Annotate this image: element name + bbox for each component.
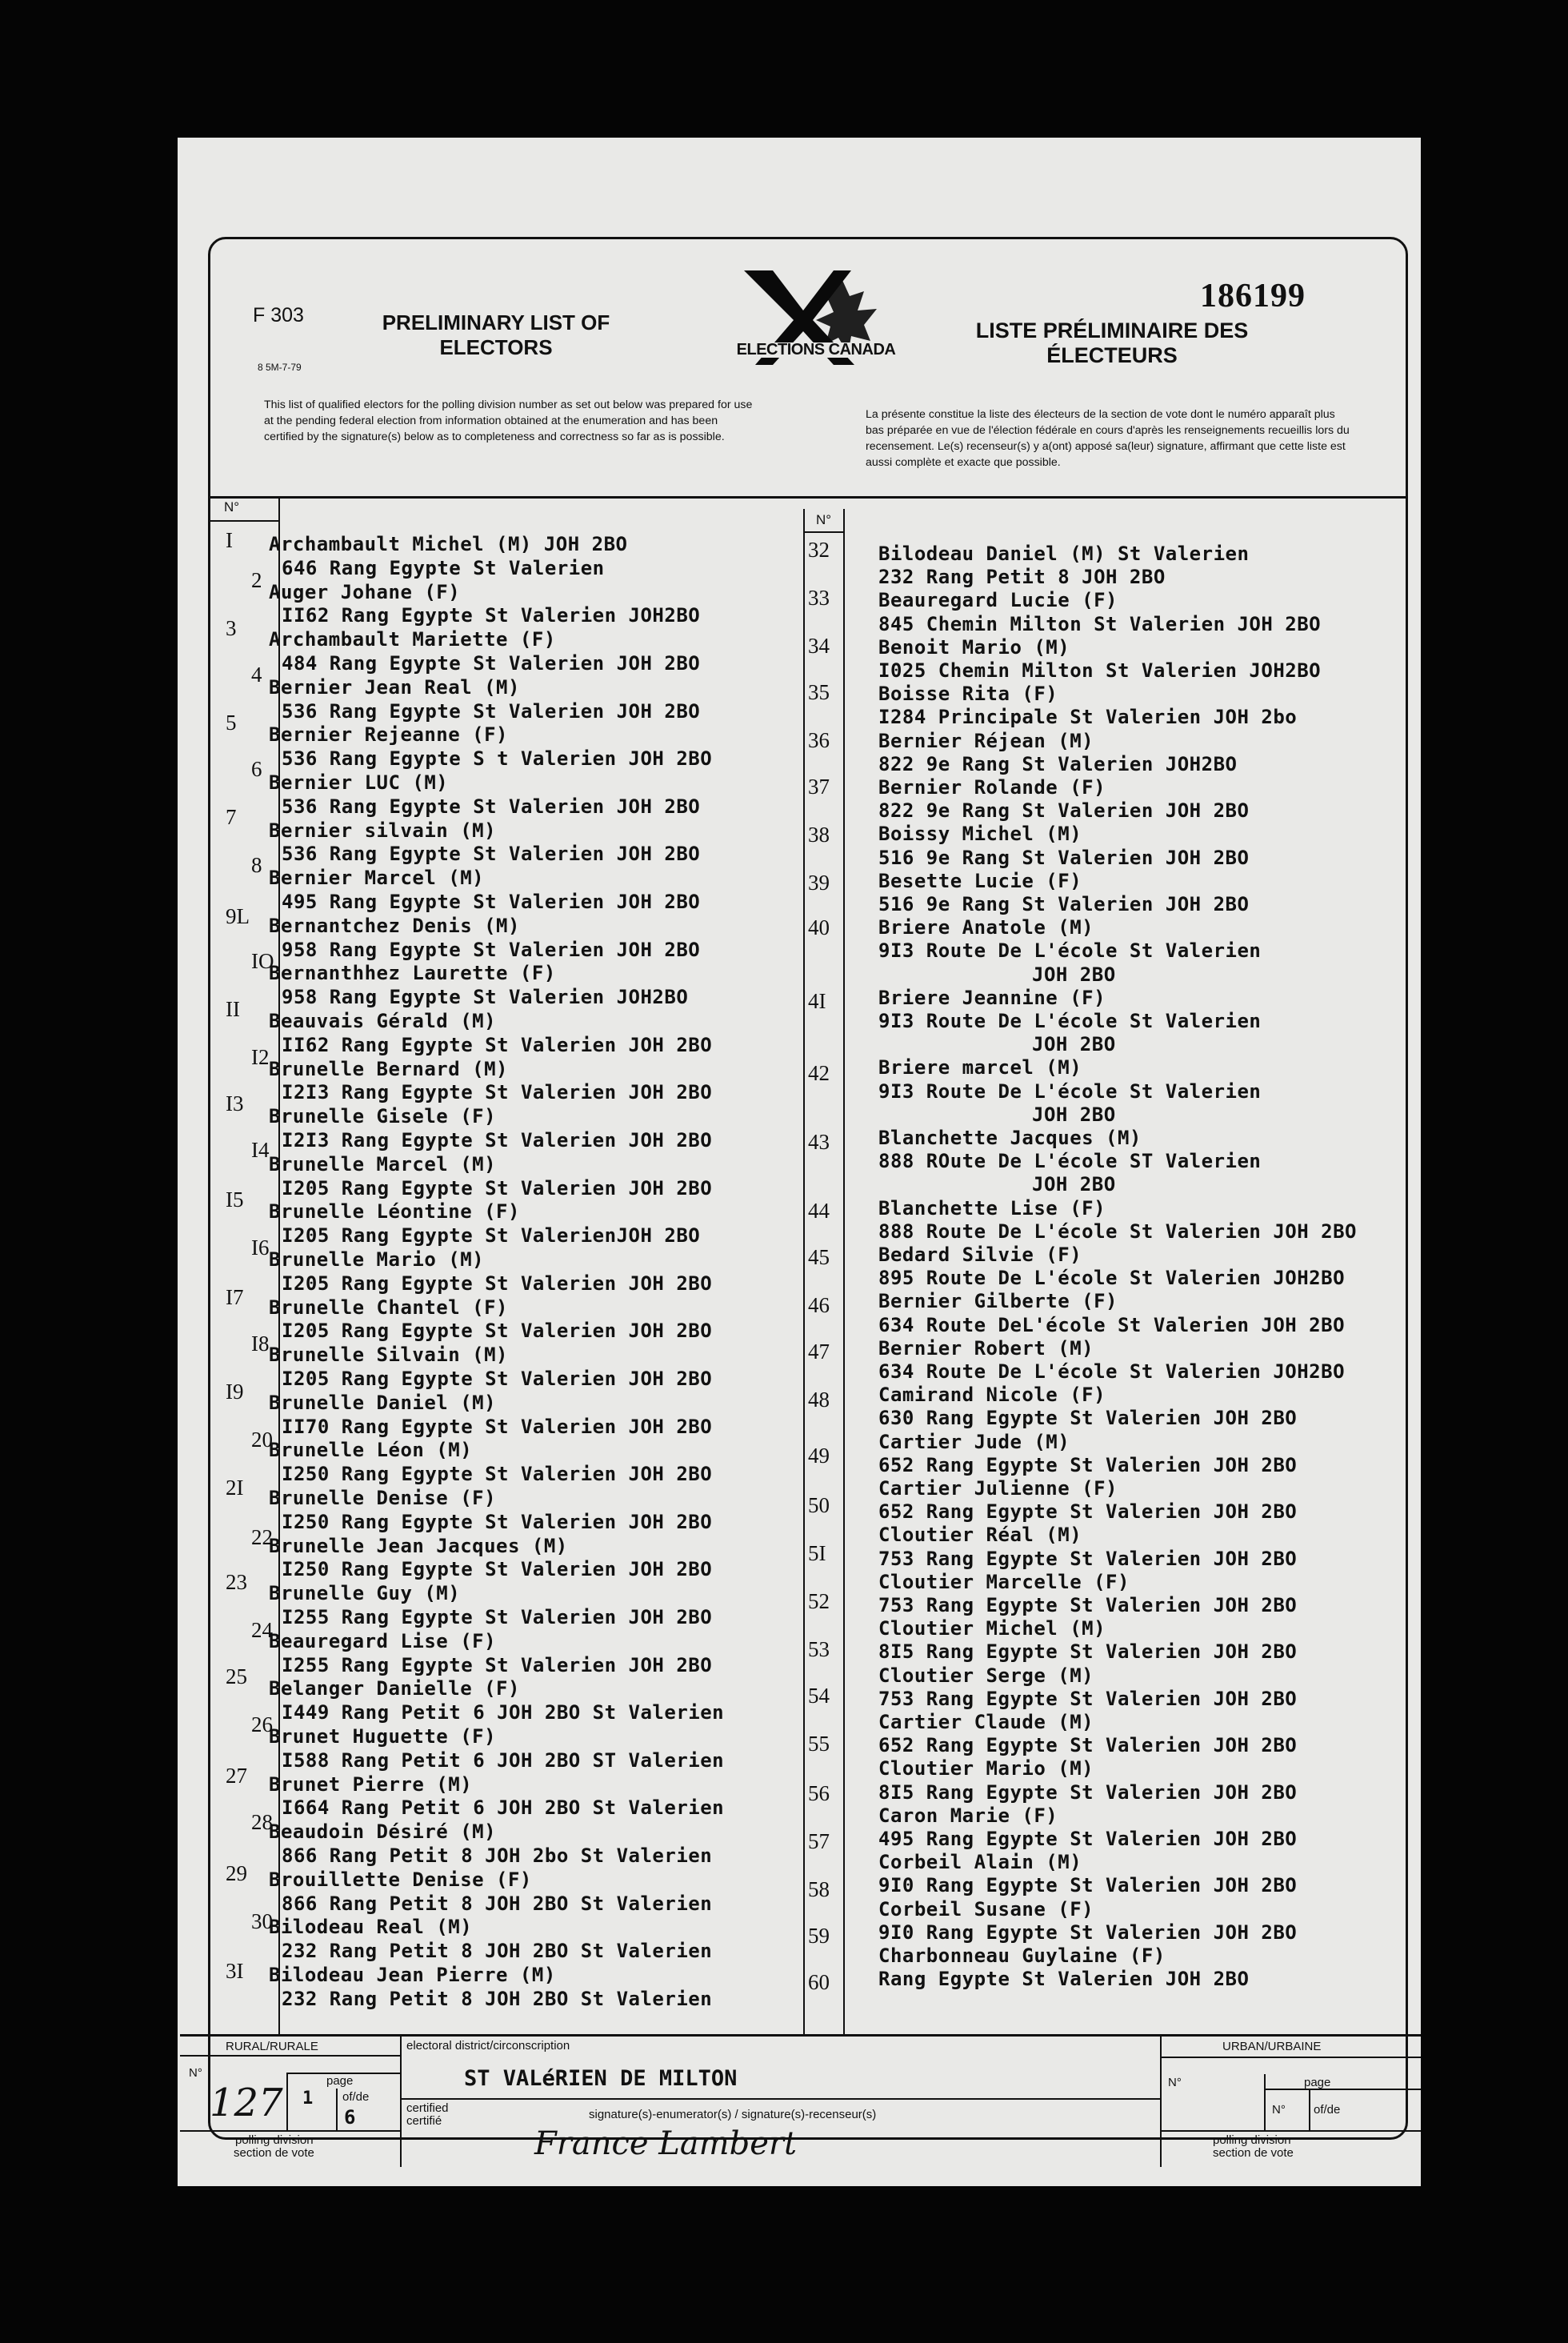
row-number: 34 [808, 634, 830, 658]
elector-line: Cloutier Serge (M) [878, 1664, 1094, 1687]
row-number: 2I [226, 1476, 244, 1500]
elector-name: Beaudoin Désiré (M) [269, 1820, 497, 1844]
elector-line: JOH 2BO [1032, 1033, 1116, 1056]
elector-name: Bernier silvain (M) [269, 819, 497, 842]
elector-name: Brunelle Chantel (F) [269, 1296, 508, 1319]
row-number: 49 [808, 1444, 830, 1468]
elector-name: Brouillette Denise (F) [269, 1868, 532, 1891]
row-number: 33 [808, 586, 830, 610]
elector-line: Bilodeau Daniel (M) St Valerien [878, 543, 1250, 565]
elector-address: I2I3 Rang Egypte St Valerien JOH 2BO [282, 1129, 713, 1151]
row-number: 57 [808, 1829, 830, 1853]
elector-line: Briere Anatole (M) [878, 916, 1094, 939]
row-number: I8 [251, 1332, 270, 1356]
page-number: 1 [302, 2089, 314, 2109]
title-english: PRELIMINARY LIST OF ELECTORS [382, 310, 610, 359]
elector-address: 536 Rang Egypte S t Valerien JOH 2BO [282, 747, 713, 771]
elector-address: I255 Rang Egypte St Valerien JOH 2BO [282, 1606, 713, 1628]
row-number: 47 [808, 1340, 830, 1364]
row-number: 45 [808, 1245, 830, 1269]
elector-name: Brunet Huguette (F) [269, 1725, 497, 1748]
row-number: I2 [251, 1045, 270, 1069]
elector-line: Corbeil Alain (M) [878, 1851, 1082, 1874]
intro-english: This list of qualified electors for the polling division number as set out below was prepared for use at the pending federal election from information obtained at the enumeration and has been certified by the signature(s) below as to completeness and correctness so far as is possible. [264, 399, 753, 443]
elector-line: Cloutier Michel (M) [878, 1617, 1106, 1640]
urban-page-header-rule [1264, 2089, 1421, 2090]
elector-address: I205 Rang Egypte St ValerienJOH 2BO [282, 1224, 701, 1248]
elector-address: 232 Rang Petit 8 JOH 2BO St Valerien [282, 1940, 713, 1963]
urban-polling-division-label: polling division [1213, 2133, 1291, 2147]
elector-address: 536 Rang Egypte St Valerien JOH 2BO [282, 699, 701, 723]
elector-line: Cloutier Marcelle (F) [878, 1570, 1130, 1593]
elector-name: Brunelle Bernard (M) [269, 1057, 508, 1080]
elector-address: I205 Rang Egypte St Valerien JOH 2BO [282, 1368, 713, 1390]
elector-line: 232 Rang Petit 8 JOH 2BO [878, 566, 1166, 589]
elector-address: I2I3 Rang Egypte St Valerien JOH 2BO [282, 1081, 713, 1104]
urban-no-label: N° [1168, 2076, 1182, 2089]
elector-address: 484 Rang Egypte St Valerien JOH 2BO [282, 652, 701, 675]
middle-rule-b [843, 509, 845, 2034]
intro-french: La présente constitue la liste des électeurs de la section de vote dont le numéro apparaît plus bas préparée en vue de l'élection fédérale en cours d'après les renseignements recueillis lors du recensement. Le(s) recenseur(s) y a(ont) apposé sa(leur) signature, affirmant que cette liste est aussi complète et exacte que possible. [866, 408, 1350, 469]
elector-line: 516 9e Rang St Valerien JOH 2BO [878, 893, 1250, 915]
row-number: 56 [808, 1781, 830, 1805]
row-number: 2 [251, 568, 262, 592]
logo-text: ELECTIONS CANADA [736, 341, 896, 358]
polling-number: 127 [210, 2081, 283, 2125]
elector-line: Cartier Claude (M) [878, 1711, 1094, 1733]
table-top-rule [208, 496, 1408, 499]
row-number: I6 [251, 1236, 270, 1260]
polling-division-label: polling division [235, 2133, 314, 2147]
elector-line: 652 Rang Egypte St Valerien JOH 2BO [878, 1734, 1298, 1757]
elector-name: Brunelle Léontine (F) [269, 1200, 520, 1224]
elector-line: 753 Rang Egypte St Valerien JOH 2BO [878, 1594, 1298, 1616]
urban-header-rule [1161, 2057, 1421, 2058]
row-number: 24 [251, 1618, 273, 1642]
row-number: 27 [226, 1764, 247, 1788]
elector-address: 232 Rang Petit 8 JOH 2BO St Valerien [282, 1987, 713, 2010]
district-label: electoral district/circonscription [406, 2039, 570, 2053]
elector-name: Bernier Marcel (M) [269, 867, 485, 890]
elector-name: Brunelle Léon (M) [269, 1439, 473, 1462]
maple-leaf-x-icon [714, 264, 898, 384]
row-number: IO [251, 949, 274, 973]
row-number: 42 [808, 1061, 830, 1085]
left-no-header-rule [208, 520, 280, 522]
row-number: 32 [808, 538, 830, 562]
row-number: 8 [251, 853, 262, 877]
elector-line: Cartier Julienne (F) [878, 1477, 1118, 1500]
left-no-label: N° [224, 499, 240, 515]
row-number: 5 [226, 711, 237, 735]
elector-line: Briere marcel (M) [878, 1056, 1082, 1079]
elector-line: 753 Rang Egypte St Valerien JOH 2BO [878, 1547, 1298, 1570]
elector-name: Bernanthhez Laurette (F) [269, 962, 556, 985]
elector-address: I205 Rang Egypte St Valerien JOH 2BO [282, 1272, 713, 1295]
row-number: I3 [226, 1091, 244, 1115]
row-number: 28 [251, 1810, 273, 1834]
row-number: I4 [251, 1138, 270, 1162]
elector-address: I250 Rang Egypte St Valerien JOH 2BO [282, 1558, 713, 1581]
elector-name: Bernier Rejeanne (F) [269, 723, 508, 747]
row-number: 29 [226, 1861, 247, 1885]
middle-rule-a [803, 509, 805, 2034]
footer-top-rule [180, 2034, 1421, 2037]
elector-name: Archambault Michel (M) JOH 2BO [269, 533, 628, 555]
district-value: ST VALéRIEN DE MILTON [464, 2066, 738, 2091]
signature-label: signature(s)-enumerator(s) / signature(s)-recenseur(s) [589, 2108, 877, 2121]
elector-line: 652 Rang Egypte St Valerien JOH 2BO [878, 1453, 1298, 1476]
footer-urban-rule [1160, 2034, 1162, 2167]
elector-name: Brunelle Gisele (F) [269, 1105, 497, 1128]
urban-page-label: page [1304, 2076, 1331, 2089]
elector-line: 753 Rang Egypte St Valerien JOH 2BO [878, 1687, 1298, 1710]
elector-line: 822 9e Rang St Valerien JOH2BO [878, 752, 1238, 775]
elector-name: Brunelle Denise (F) [269, 1487, 497, 1509]
elector-address: 536 Rang Egypte St Valerien JOH 2BO [282, 843, 701, 866]
elector-name: Bernantchez Denis (M) [269, 914, 520, 937]
row-number: 6 [251, 757, 262, 781]
row-number: 53 [808, 1637, 830, 1661]
district-rule [400, 2098, 1161, 2100]
elector-address: I205 Rang Egypte St Valerien JOH 2BO [282, 1176, 713, 1200]
elector-line: 895 Route De L'école St Valerien JOH2BO [878, 1267, 1346, 1290]
elector-address: 495 Rang Egypte St Valerien JOH 2BO [282, 891, 701, 913]
elector-line: JOH 2BO [1032, 1173, 1116, 1196]
elector-address: I449 Rang Petit 6 JOH 2BO St Valerien [282, 1701, 725, 1724]
elector-line: Bedard Silvie (F) [878, 1244, 1082, 1266]
row-number: 4 [251, 663, 262, 687]
elector-name: Bernier LUC (M) [269, 771, 449, 794]
elector-name: Bilodeau Real (M) [269, 1916, 473, 1939]
rural-of-label: of/de [342, 2090, 370, 2104]
rural-of-rule [336, 2089, 338, 2132]
row-number: 48 [808, 1388, 830, 1412]
enumerator-signature: France Lambert [534, 2125, 798, 2162]
row-number: 58 [808, 1877, 830, 1901]
elector-line: Boissy Michel (M) [878, 823, 1082, 846]
elector-line: I025 Chemin Milton St Valerien JOH2BO [878, 659, 1322, 682]
elector-address: 958 Rang Egypte St Valerien JOH2BO [282, 986, 689, 1009]
elector-line: Cartier Jude (M) [878, 1430, 1070, 1453]
urban-of-label: of/de [1314, 2103, 1341, 2117]
row-number: 30 [251, 1909, 273, 1933]
form-date: 8 5M-7-79 [258, 362, 302, 373]
row-number: 5I [808, 1541, 826, 1565]
elector-name: Brunelle Jean Jacques (M) [269, 1534, 568, 1557]
elector-line: Boisse Rita (F) [878, 683, 1058, 706]
row-number: 60 [808, 1970, 830, 1994]
elector-name: Bernier Jean Real (M) [269, 675, 520, 699]
elector-line: 9I3 Route De L'école St Valerien [878, 1079, 1262, 1103]
elector-line: Blanchette Lise (F) [878, 1196, 1106, 1220]
row-number: 43 [808, 1130, 830, 1154]
right-no-header-rule [803, 531, 845, 533]
elector-line: 845 Chemin Milton St Valerien JOH 2BO [878, 612, 1322, 635]
row-number: 37 [808, 775, 830, 799]
elector-name: Brunelle Marcel (M) [269, 1152, 497, 1176]
elector-line: Cloutier Mario (M) [878, 1757, 1094, 1780]
elector-line: 9I3 Route De L'école St Valerien [878, 939, 1262, 963]
row-number: 50 [808, 1493, 830, 1517]
urban-no2-label: N° [1272, 2103, 1286, 2117]
elector-line: Corbeil Susane (F) [878, 1897, 1094, 1920]
elector-address: 866 Rang Petit 8 JOH 2BO St Valerien [282, 1892, 713, 1915]
section-de-vote-label: section de vote [234, 2146, 314, 2160]
row-number: 35 [808, 680, 830, 704]
elector-line: 888 Route De L'école St Valerien JOH 2BO [878, 1220, 1357, 1243]
row-number: I [226, 528, 233, 552]
elector-line: Charbonneau Guylaine (F) [878, 1944, 1166, 1967]
urban-label: URBAN/URBAINE [1222, 2040, 1322, 2053]
row-number: 9L [226, 904, 250, 928]
elector-line: Cloutier Réal (M) [878, 1524, 1082, 1547]
elector-line: 9I3 Route De L'école St Valerien [878, 1010, 1262, 1032]
elector-name: Auger Johane (F) [269, 580, 461, 603]
elector-address: 958 Rang Egypte St Valerien JOH 2BO [282, 938, 701, 961]
elector-line: 9I0 Rang Egypte St Valerien JOH 2BO [878, 1874, 1298, 1897]
row-number: 25 [226, 1664, 247, 1688]
right-no-label: N° [816, 512, 838, 528]
elector-line: Bernier Réjean (M) [878, 729, 1094, 752]
elector-line: 8I5 Rang Egypte St Valerien JOH 2BO [878, 1640, 1298, 1664]
rural-label: RURAL/RURALE [226, 2040, 318, 2053]
form-number: F 303 [253, 304, 304, 326]
urban-of-rule [1309, 2089, 1310, 2132]
elector-address: II70 Rang Egypte St Valerien JOH 2BO [282, 1415, 713, 1438]
elector-name: Brunelle Daniel (M) [269, 1391, 497, 1414]
elector-name: Brunet Pierre (M) [269, 1772, 473, 1796]
elector-line: Bernier Robert (M) [878, 1336, 1094, 1360]
elector-name: Brunelle Guy (M) [269, 1582, 461, 1605]
elector-address: I664 Rang Petit 6 JOH 2BO St Valerien [282, 1796, 725, 1820]
elector-line: Benoit Mario (M) [878, 635, 1070, 659]
row-number: II [226, 997, 240, 1021]
row-number: 38 [808, 823, 830, 847]
row-number: 46 [808, 1293, 830, 1317]
row-number: 3 [226, 616, 237, 640]
elector-line: Bernier Gilberte (F) [878, 1290, 1118, 1313]
elector-name: Bilodeau Jean Pierre (M) [269, 1964, 556, 1986]
elector-name: Archambault Mariette (F) [269, 628, 556, 651]
elector-line: 495 Rang Egypte St Valerien JOH 2BO [878, 1828, 1298, 1850]
row-number: 39 [808, 871, 830, 895]
elector-line: 822 9e Rang St Valerien JOH 2BO [878, 799, 1250, 823]
elector-name: Beauvais Gérald (M) [269, 1010, 497, 1032]
rural-page-label: page [326, 2074, 354, 2088]
elector-address: I250 Rang Egypte St Valerien JOH 2BO [282, 1510, 713, 1533]
row-number: I9 [226, 1380, 244, 1404]
serial-number: 186199 [1200, 278, 1306, 314]
rural-page-rule [286, 2073, 288, 2132]
elector-address: II62 Rang Egypte St Valerien JOH2BO [282, 604, 701, 627]
elector-line: Rang Egypte St Valerien JOH 2BO [878, 1968, 1250, 1991]
elector-line: JOH 2BO [1032, 1103, 1116, 1126]
elector-line: Briere Jeannine (F) [878, 986, 1106, 1009]
elector-line: 634 Route DeL'école St Valerien JOH 2BO [878, 1313, 1346, 1336]
row-number: 22 [251, 1525, 273, 1549]
urban-polling-rule [1161, 2130, 1421, 2132]
row-number: I7 [226, 1285, 244, 1309]
row-number: 20 [251, 1428, 273, 1452]
rural-header-rule [180, 2055, 401, 2057]
of-pages: 6 [344, 2106, 356, 2129]
row-number: 59 [808, 1924, 830, 1948]
row-number: 3I [226, 1959, 244, 1983]
row-number: 7 [226, 805, 237, 829]
certified-label: certified [406, 2101, 449, 2115]
elector-line: Bernier Rolande (F) [878, 776, 1106, 799]
row-number: I5 [226, 1188, 244, 1212]
elector-address: 536 Rang Egypte St Valerien JOH 2BO [282, 795, 701, 818]
footer-rural-rule [400, 2034, 402, 2167]
elector-address: 866 Rang Petit 8 JOH 2bo St Valerien [282, 1844, 713, 1867]
elections-canada-logo [714, 264, 898, 384]
title-french: LISTE PRÉLIMINAIRE DES ÉLECTEURS [975, 318, 1249, 367]
elector-name: Belanger Danielle (F) [269, 1677, 520, 1700]
elector-address: I588 Rang Petit 6 JOH 2BO ST Valerien [282, 1748, 725, 1772]
elector-name: Brunelle Silvain (M) [269, 1344, 508, 1367]
elector-line: 652 Rang Egypte St Valerien JOH 2BO [878, 1500, 1298, 1524]
elector-line: 9I0 Rang Egypte St Valerien JOH 2BO [878, 1920, 1298, 1944]
elector-line: Blanchette Jacques (M) [878, 1127, 1142, 1149]
elector-line: 516 9e Rang St Valerien JOH 2BO [878, 846, 1250, 869]
rural-no-label: N° [189, 2066, 202, 2080]
elector-address: 646 Rang Egypte St Valerien [282, 556, 605, 579]
elector-line: 634 Route De L'école St Valerien JOH2BO [878, 1360, 1346, 1383]
elector-line: I284 Principale St Valerien JOH 2bo [878, 706, 1298, 729]
urban-section-de-vote-label: section de vote [1213, 2146, 1294, 2160]
row-number: 54 [808, 1684, 830, 1708]
elector-name: Beauregard Lise (F) [269, 1629, 497, 1652]
row-number: 23 [226, 1570, 247, 1594]
row-number: 4I [808, 989, 826, 1013]
elector-address: II62 Rang Egypte St Valerien JOH 2BO [282, 1033, 713, 1056]
row-number: 52 [808, 1589, 830, 1613]
elector-line: 888 ROute De L'école ST Valerien [878, 1150, 1262, 1173]
urban-page-rule [1264, 2074, 1266, 2132]
elector-name: Brunelle Mario (M) [269, 1248, 485, 1271]
row-number: 55 [808, 1732, 830, 1756]
elector-line: 630 Rang Egypte St Valerien JOH 2BO [878, 1407, 1298, 1430]
elector-line: 8I5 Rang Egypte St Valerien JOH 2BO [878, 1780, 1298, 1804]
elector-line: Camirand Nicole (F) [878, 1384, 1106, 1407]
elector-line: Beauregard Lucie (F) [878, 589, 1118, 612]
row-number: 36 [808, 728, 830, 752]
rural-polling-rule [180, 2130, 401, 2132]
elector-line: Caron Marie (F) [878, 1804, 1058, 1827]
elector-address: I255 Rang Egypte St Valerien JOH 2BO [282, 1653, 713, 1676]
row-number: 44 [808, 1199, 830, 1223]
certifie-label: certifié [406, 2114, 442, 2128]
elector-address: I205 Rang Egypte St Valerien JOH 2BO [282, 1320, 713, 1343]
elector-line: Besette Lucie (F) [878, 869, 1082, 892]
elector-line: JOH 2BO [1032, 963, 1116, 986]
row-number: 40 [808, 915, 830, 939]
elector-address: I250 Rang Egypte St Valerien JOH 2BO [282, 1463, 713, 1486]
row-number: 26 [251, 1712, 273, 1736]
